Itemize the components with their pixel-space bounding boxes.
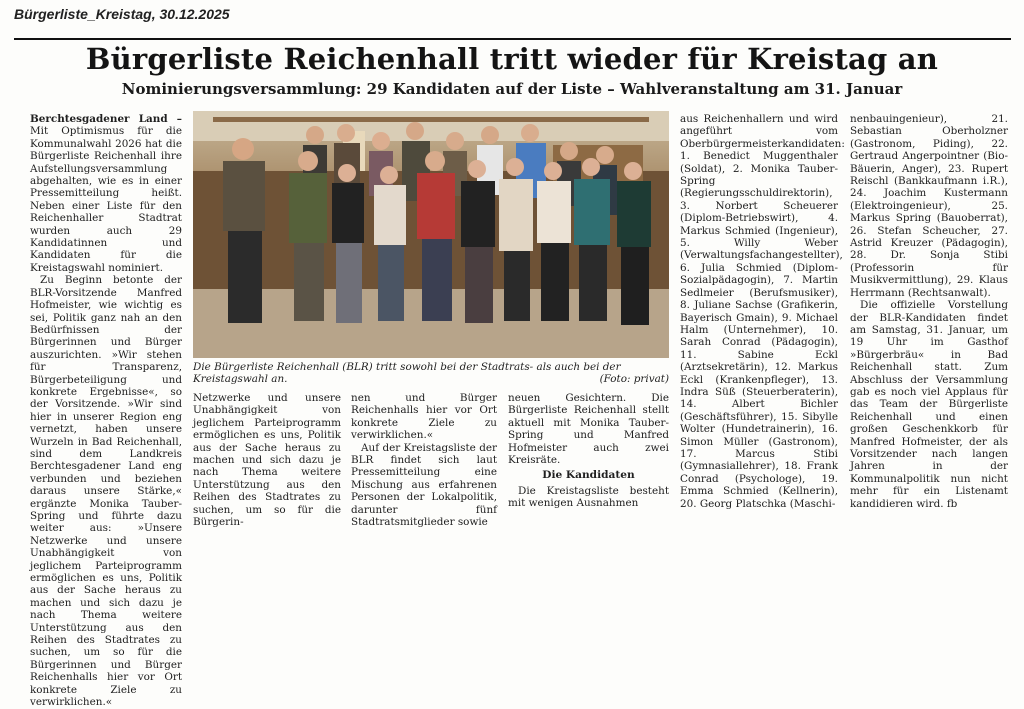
- paragraph-quote-continued: Netzwerke und unsere Unabhängigkeit von jeglichem Parteiprogramm ermöglichen es uns, Politik aus der Sache heraus zu machen und sich dazu je nach Thema weitere Unterstützung aus den Reihen des Stadtrates zu suchen, um so für die Bürgerin-: [193, 392, 341, 529]
- photo-caption-text: Die Bürgerliste Reichenhall (BLR) tritt sowohl bei der Stadtrats- als auch bei der Kreistagswahl an.: [193, 361, 621, 386]
- page-header-label: Bürgerliste_Kreistag, 30.12.2025: [14, 6, 230, 22]
- dateline: Berchtesgadener Land –: [30, 113, 182, 125]
- article-column-4: [508, 392, 669, 510]
- article-column-6: [850, 113, 1008, 510]
- article-column-5: [680, 113, 845, 510]
- group-photo-image: [193, 111, 669, 358]
- photo-credit: (Foto: privat): [599, 373, 669, 386]
- article-headline: Bürgerliste Reichenhall tritt wieder für Kreistag an: [85, 42, 939, 76]
- paragraph-list-mix-end: neuen Gesichtern. Die Bürgerliste Reichenhall stellt aktuell mit Monika Tauber-Spring und Manfred Hofmeister auch zwei Kreisräte.: [508, 392, 669, 467]
- article-column-3: [351, 392, 497, 528]
- paragraph-closing: Die offizielle Vorstellung der BLR-Kandidaten findet am Samstag, 31. Januar, um 19 Uhr im Gasthof »Bürgerbräu« in Bad Reichenhall statt. Zum Abschluss der Versammlung gab es noch viel Applaus für das Team der Bürgerliste Reichenhall und einen großen Geschenkkorb für Manfred Hofmeister, der als Vorsitzender nach langen Jahren in der Kommunalpolitik nun nicht mehr für ein Listenamt kandidieren wird. fb: [850, 299, 1008, 510]
- section-heading-candidates: Die Kandidaten: [542, 469, 635, 482]
- paragraph-candidates-start: Die Kreistagsliste besteht mit wenigen Ausnahmen: [508, 484, 669, 510]
- article-subheadline: Nominierungsversammlung: 29 Kandidaten auf der Liste – Wahlveranstaltung am 31. Januar: [121, 80, 903, 98]
- article-column-1: [30, 113, 182, 709]
- paragraph-candidates-list-end: nenbauingenieur), 21. Sebastian Oberholzner (Gastronom, Piding), 22. Gertraud Angerpointner (Bio-Bäuerin, Anger), 23. Rupert Reischl (Bankkaufmann i.R.), 24. Joachim Kustermann (Elektroingenieur), 25. Markus Spring (Bauoberrat), 26. Stefan Scheucher, 27. Astrid Kreuzer (Pädagogin), 28. Dr. Sonja Stibi (Professorin für Musikvermittlung), 29. Klaus Herrmann (Rechtsanwalt).: [850, 113, 1008, 299]
- header-divider: [14, 38, 1011, 40]
- paragraph-quote: Zu Beginn betonte der BLR-Vorsitzende Manfred Hofmeister, wie wichtig es sei, Politik ganz nah an den Bedürfnissen der Bürgerinnen und Bürger auszurichten. »Wir stehen für Transparenz, Bürgerbeteiligung und konkrete Ergebnisse«, so der Vorsitzende. »Wir sind hier in unserer Region eng vernetzt, haben unsere Wurzeln in Bad Reichenhall, sind dem Landkreis Berchtesgadener Land eng verbunden und beziehen daraus unsere Stärke,« ergänzte Monika Tauber-Spring und führte dazu weiter aus: »Unsere Netzwerke und unsere Unabhängigkeit von jeglichem Parteiprogramm ermöglichen es uns, Politik aus der Sache heraus zu machen und sich dazu je nach Thema weitere Unterstützung aus den Reihen des Stadtrates zu suchen, um so für die Bürgerinnen und Bürger Reichenhalls hier vor Ort konkrete Ziele zu verwirklichen.«: [30, 274, 182, 709]
- paragraph-quote-end: nen und Bürger Reichenhalls hier vor Ort konkrete Ziele zu verwirklichen.«: [351, 392, 497, 442]
- article-column-2: [193, 392, 341, 528]
- paragraph-list-mix: Auf der Kreistagsliste der BLR findet sich laut Pressemitteilung eine Mischung aus erfahrenen Personen der Lokalpolitik, darunter fünf Stadtratsmitglieder sowie: [351, 441, 497, 529]
- group-photo: [193, 111, 669, 358]
- paragraph-intro: Mit Optimismus für die Kommunalwahl 2026 hat die Bürgerliste Reichenhall ihre Aufstellungsversammlung abgehalten, wie es in einer Pressemitteilung heißt. Neben einer Liste für den Reichenhaller Stadtrat wurden auch 29 Kandidatinnen und Kandidaten für die Kreistagswahl nominiert.: [30, 125, 182, 274]
- paragraph-candidates-list: aus Reichenhallern und wird angeführt vom Oberbürgermeisterkandidaten: 1. Benedict Muggenthaler (Soldat), 2. Monika Tauber-Spring (Regierungsschuldirektorin), 3. Norbert Scheuerer (Diplom-Betriebswirt), 4. Markus Schmied (Ingenieur), 5. Willy Weber (Verwaltungsfachangestellter), 6. Julia Schmied (Diplom-Sozialpädagogin), 7. Martin Sedlmeier (Berufsmusiker), 8. Juliane Sachse (Grafikerin, Bayerisch Gmain), 9. Michael Halm (Unternehmer), 10. Sarah Conrad (Pädagogin), 11. Sabine Eckl (Arztsekretärin), 12. Markus Eckl (Krankenpfleger), 13. Indra Süß (Steuerberaterin), 14. Albert Bichler (Geschäftsführer), 15. Sibylle Wolter (Hundetrainerin), 16. Simon Müller (Gastronom), 17. Marcus Stibi (Gymnasiallehrer), 18. Frank Conrad (Psychologe), 19. Emma Schmied (Kellnerin), 20. Georg Platschka (Maschi-: [680, 113, 845, 510]
- photo-caption: [193, 361, 669, 386]
